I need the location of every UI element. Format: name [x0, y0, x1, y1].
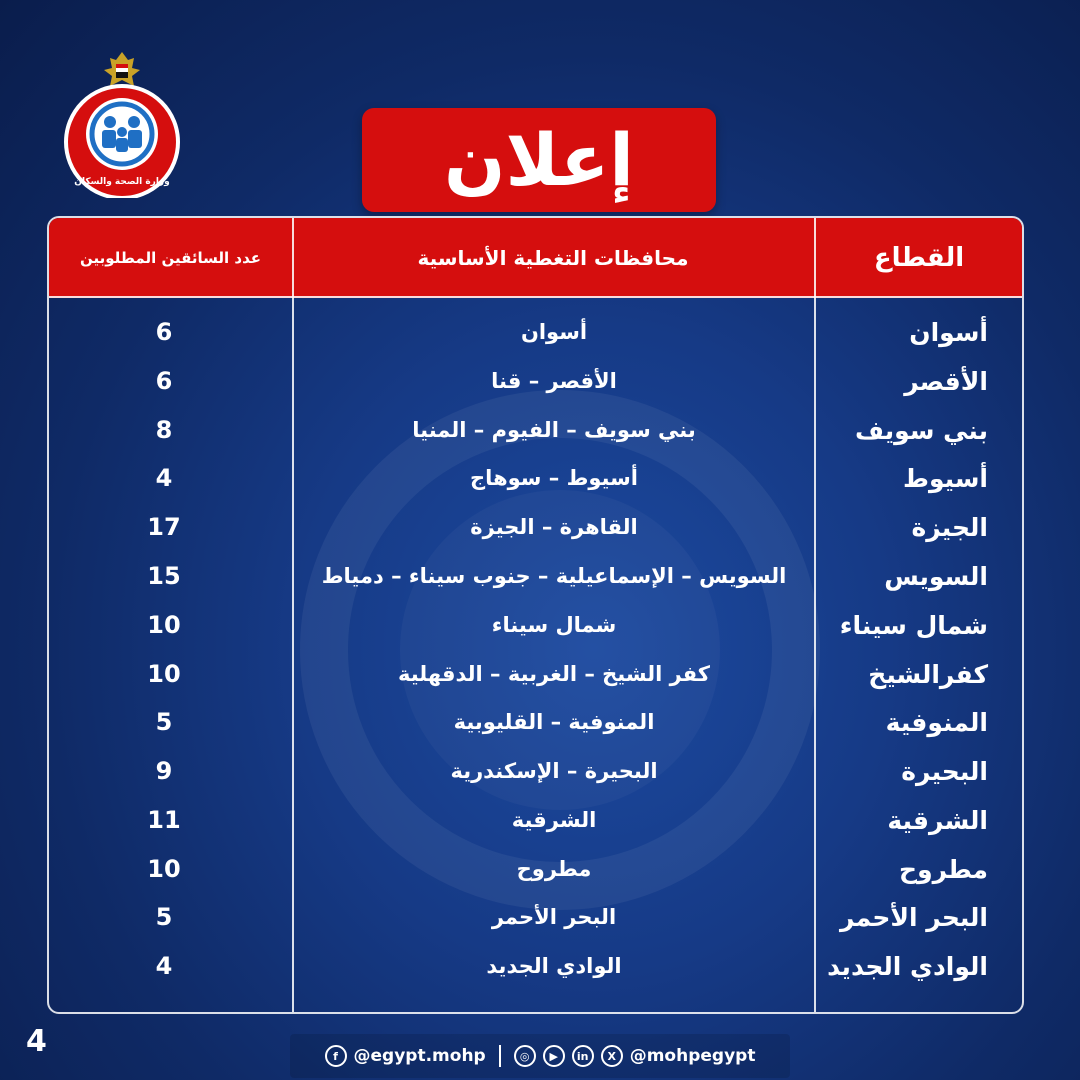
table-row — [49, 747, 1022, 795]
cell-count: 11 — [147, 806, 181, 834]
cell-governorates: كفر الشيخ – الغربية – الدقهلية — [398, 662, 711, 686]
cell-count: 10 — [147, 611, 181, 639]
logo-text-ar: وزارة الصحة والسكان — [74, 177, 170, 187]
cell-governorates: البحيرة – الإسكندرية — [450, 759, 658, 783]
drivers-table — [47, 216, 1024, 1014]
mohp-handle[interactable]: @mohpegypt — [629, 1046, 756, 1066]
cell-sector: أسوان — [909, 317, 988, 347]
cell-sector: البحر الأحمر — [840, 902, 988, 932]
header-driver-count: عدد السائقين المطلوبين — [80, 249, 261, 267]
cell-governorates: الأقصر – قنا — [491, 369, 617, 393]
cell-sector: الشرقية — [887, 805, 988, 835]
cell-sector: السويس — [884, 561, 988, 591]
cell-governorates: الشرقية — [511, 808, 597, 832]
cell-sector: الوادي الجديد — [827, 951, 988, 981]
header-governorates: محافظات التغطية الأساسية — [417, 246, 689, 270]
cell-sector: البحيرة — [901, 756, 988, 786]
cell-count: 9 — [155, 757, 173, 785]
header-sector: القطاع — [873, 243, 965, 273]
table-row — [49, 650, 1022, 698]
table-row — [49, 796, 1022, 844]
cell-count: 4 — [155, 952, 173, 980]
cell-count: 15 — [147, 562, 181, 590]
cell-sector: الجيزة — [911, 512, 988, 542]
cell-governorates: مطروح — [516, 857, 592, 881]
table-row — [49, 454, 1022, 502]
instagram-icon[interactable]: ◎ — [514, 1045, 536, 1067]
cell-governorates: القاهرة – الجيزة — [470, 515, 638, 539]
table-row — [49, 308, 1022, 356]
social-footer — [290, 1034, 790, 1078]
footer-divider — [499, 1045, 501, 1067]
facebook-icon[interactable]: f — [325, 1045, 347, 1067]
cell-sector: بني سويف — [854, 415, 988, 445]
table-row — [49, 503, 1022, 551]
table-row — [49, 942, 1022, 990]
cell-governorates: البحر الأحمر — [491, 905, 617, 929]
eagle-icon — [104, 52, 140, 86]
cell-count: 8 — [155, 416, 173, 444]
table-row — [49, 698, 1022, 746]
cell-sector: المنوفية — [885, 707, 988, 737]
table-row — [49, 893, 1022, 941]
cell-sector: مطروح — [899, 854, 988, 884]
page-title: إعلان — [444, 118, 634, 202]
page-number: 4 — [26, 1024, 47, 1059]
cell-governorates: أسيوط – سوهاج — [470, 466, 638, 490]
cell-count: 10 — [147, 660, 181, 688]
x-icon[interactable]: X — [601, 1045, 623, 1067]
ministry-logo — [58, 50, 186, 198]
table-row — [49, 601, 1022, 649]
cell-count: 5 — [155, 903, 173, 931]
cell-count: 6 — [155, 367, 173, 395]
table-row — [49, 845, 1022, 893]
cell-count: 5 — [155, 708, 173, 736]
announcement-banner — [362, 108, 716, 212]
youtube-icon[interactable]: ▶ — [543, 1045, 565, 1067]
cell-sector: الأقصر — [904, 366, 988, 396]
linkedin-icon[interactable]: in — [572, 1045, 594, 1067]
cell-governorates: المنوفية – القليوبية — [453, 710, 655, 734]
facebook-handle[interactable]: @egypt.mohp — [353, 1046, 486, 1066]
table-row — [49, 406, 1022, 454]
cell-governorates: بني سويف – الفيوم – المنيا — [412, 418, 696, 442]
table-row — [49, 552, 1022, 600]
cell-sector: كفرالشيخ — [868, 659, 988, 689]
cell-governorates: أسوان — [520, 320, 588, 344]
table-row — [49, 357, 1022, 405]
table-header — [49, 218, 1022, 298]
cell-count: 6 — [155, 318, 173, 346]
cell-count: 17 — [147, 513, 181, 541]
cell-governorates: الوادي الجديد — [486, 954, 622, 978]
cell-governorates: شمال سيناء — [491, 613, 617, 637]
cell-sector: أسيوط — [903, 463, 988, 493]
cell-count: 10 — [147, 855, 181, 883]
cell-count: 4 — [155, 464, 173, 492]
cell-sector: شمال سيناء — [839, 610, 988, 640]
cell-governorates: السويس – الإسماعيلية – جنوب سيناء – دمياط — [321, 564, 787, 588]
